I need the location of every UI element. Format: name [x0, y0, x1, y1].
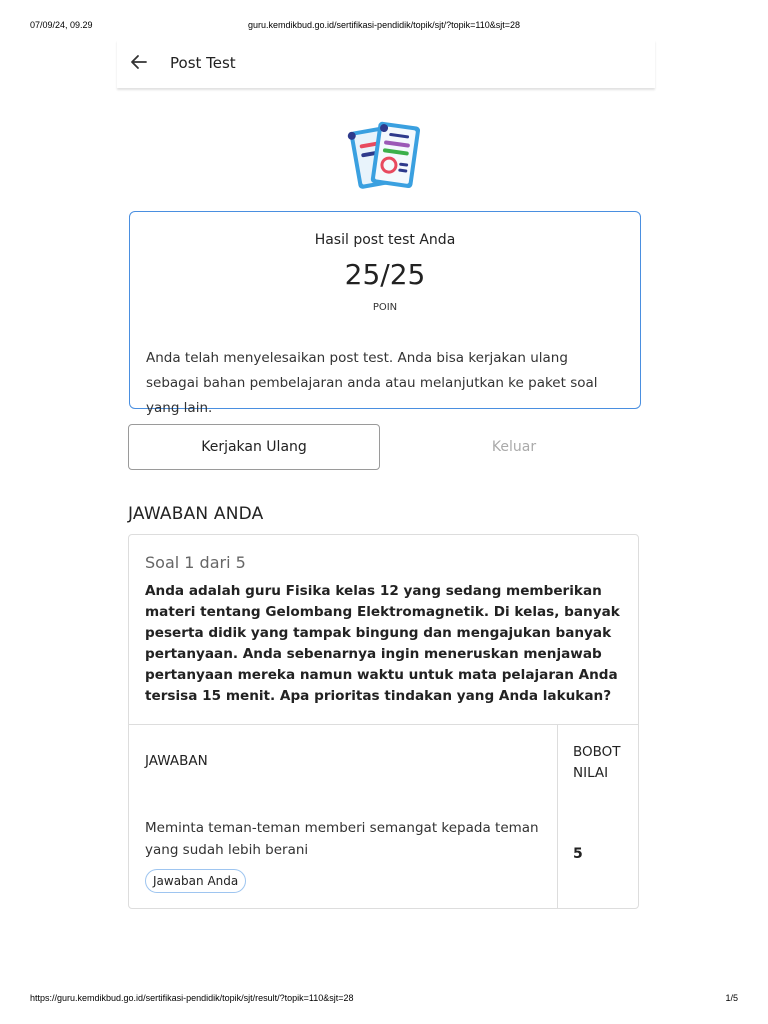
exit-button[interactable]: Keluar [491, 439, 537, 455]
retry-button[interactable]: Kerjakan Ulang [128, 424, 380, 470]
print-footer-url: https://guru.kemdikbud.go.id/sertifikasi-pendidik/topik/sjt/result/?topik=110&sjt=28 [30, 993, 354, 1003]
arrow-left-icon[interactable] [129, 52, 149, 72]
question-card [128, 534, 639, 909]
print-header-url: guru.kemdikbud.go.id/sertifikasi-pendidik/topik/sjt/?topik=110&sjt=28 [248, 20, 520, 30]
question-number: Soal 1 dari 5 [145, 553, 246, 572]
result-card [129, 211, 641, 416]
result-message: Anda telah menyelesaikan post test. Anda bisa kerjakan ulang sebagai bahan pembelajaran anda atau melanjutkan ke paket soal yang lain. [146, 350, 598, 416]
result-score: 25/25 [344, 258, 426, 291]
question-text: Anda adalah guru Fisika kelas 12 yang sedang memberikan materi tentang Gelombang Elektromagnetik. Di kelas, banyak peserta didik yang tampak bingung dan mengajukan banyak pertanyaan. Anda sebenarnya ingin meneruskan menjawab pertanyaan mereka namun waktu untuk mata pelajaran Anda tersisa 15 menit. Apa prioritas tindakan yang Anda lakukan? [145, 583, 620, 704]
section-title: JAWABAN ANDA [128, 504, 264, 524]
column-header-answer: JAWABAN [145, 753, 208, 769]
answer-text: Meminta teman-teman memberi semangat kepada teman yang sudah lebih berani [145, 820, 539, 858]
print-datetime: 07/09/24, 09.29 [30, 20, 93, 30]
your-answer-badge: Jawaban Anda [145, 869, 246, 893]
divider [129, 724, 638, 725]
print-page-number: 1/5 [725, 993, 738, 1003]
answer-weight: 5 [573, 846, 583, 862]
result-heading: Hasil post test Anda [314, 232, 456, 248]
column-header-weight: BOBOT NILAI [573, 744, 621, 781]
app-bar [117, 40, 655, 88]
document-quiz-icon [346, 118, 426, 198]
divider [557, 725, 558, 909]
page-title: Post Test [170, 54, 236, 72]
result-unit: POIN [372, 302, 398, 313]
